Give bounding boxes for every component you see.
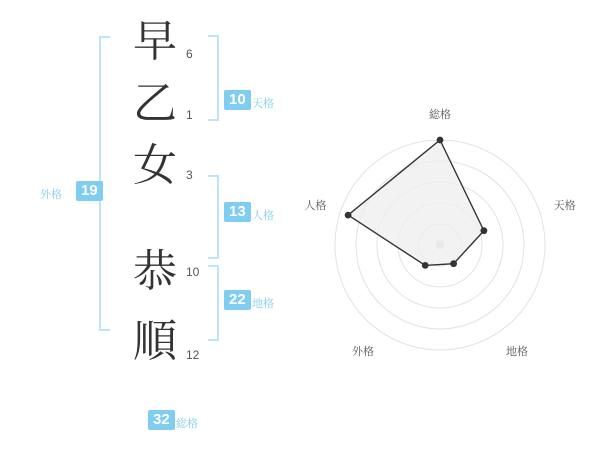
kanji-char-3: 女 (133, 141, 177, 190)
name-stroke-panel (0, 0, 300, 470)
stroke-count-5: 12 (186, 348, 200, 362)
radar-axis-label-chikaku: 地格 (505, 345, 528, 358)
gaikaku-value-badge: 19 (76, 181, 103, 201)
radar-axis-label-jinkaku: 人格 (304, 199, 327, 212)
tenkaku-value-badge: 10 (224, 90, 251, 110)
stroke-count-4: 10 (186, 265, 200, 279)
jinkaku-label: 人格 (252, 210, 274, 222)
jinkaku-value-badge: 13 (224, 202, 251, 222)
stroke-count-3: 3 (186, 168, 193, 182)
radar-axis-label-soukaku: 総格 (429, 109, 451, 121)
stroke-count-1: 6 (186, 47, 193, 61)
kanji-char-2: 乙 (133, 79, 177, 128)
soukaku-value-badge: 32 (148, 410, 175, 430)
radar-axis-label-gaikaku: 外格 (352, 345, 374, 358)
radar-chart (300, 0, 600, 470)
gaikaku-label: 外格 (40, 189, 62, 201)
tenkaku-label: 天格 (252, 98, 274, 110)
kanji-char-1: 早 (133, 17, 177, 66)
chikaku-label: 地格 (252, 298, 274, 310)
kanji-char-4: 恭 (133, 247, 177, 296)
soukaku-label: 総格 (176, 418, 198, 430)
radar-axis-label-tenkaku: 天格 (553, 199, 576, 212)
bracket-lines (0, 0, 300, 470)
stroke-count-2: 1 (186, 108, 193, 122)
chikaku-value-badge: 22 (224, 290, 251, 310)
kanji-char-5: 順 (133, 317, 177, 366)
radar-chart-panel (300, 0, 600, 470)
